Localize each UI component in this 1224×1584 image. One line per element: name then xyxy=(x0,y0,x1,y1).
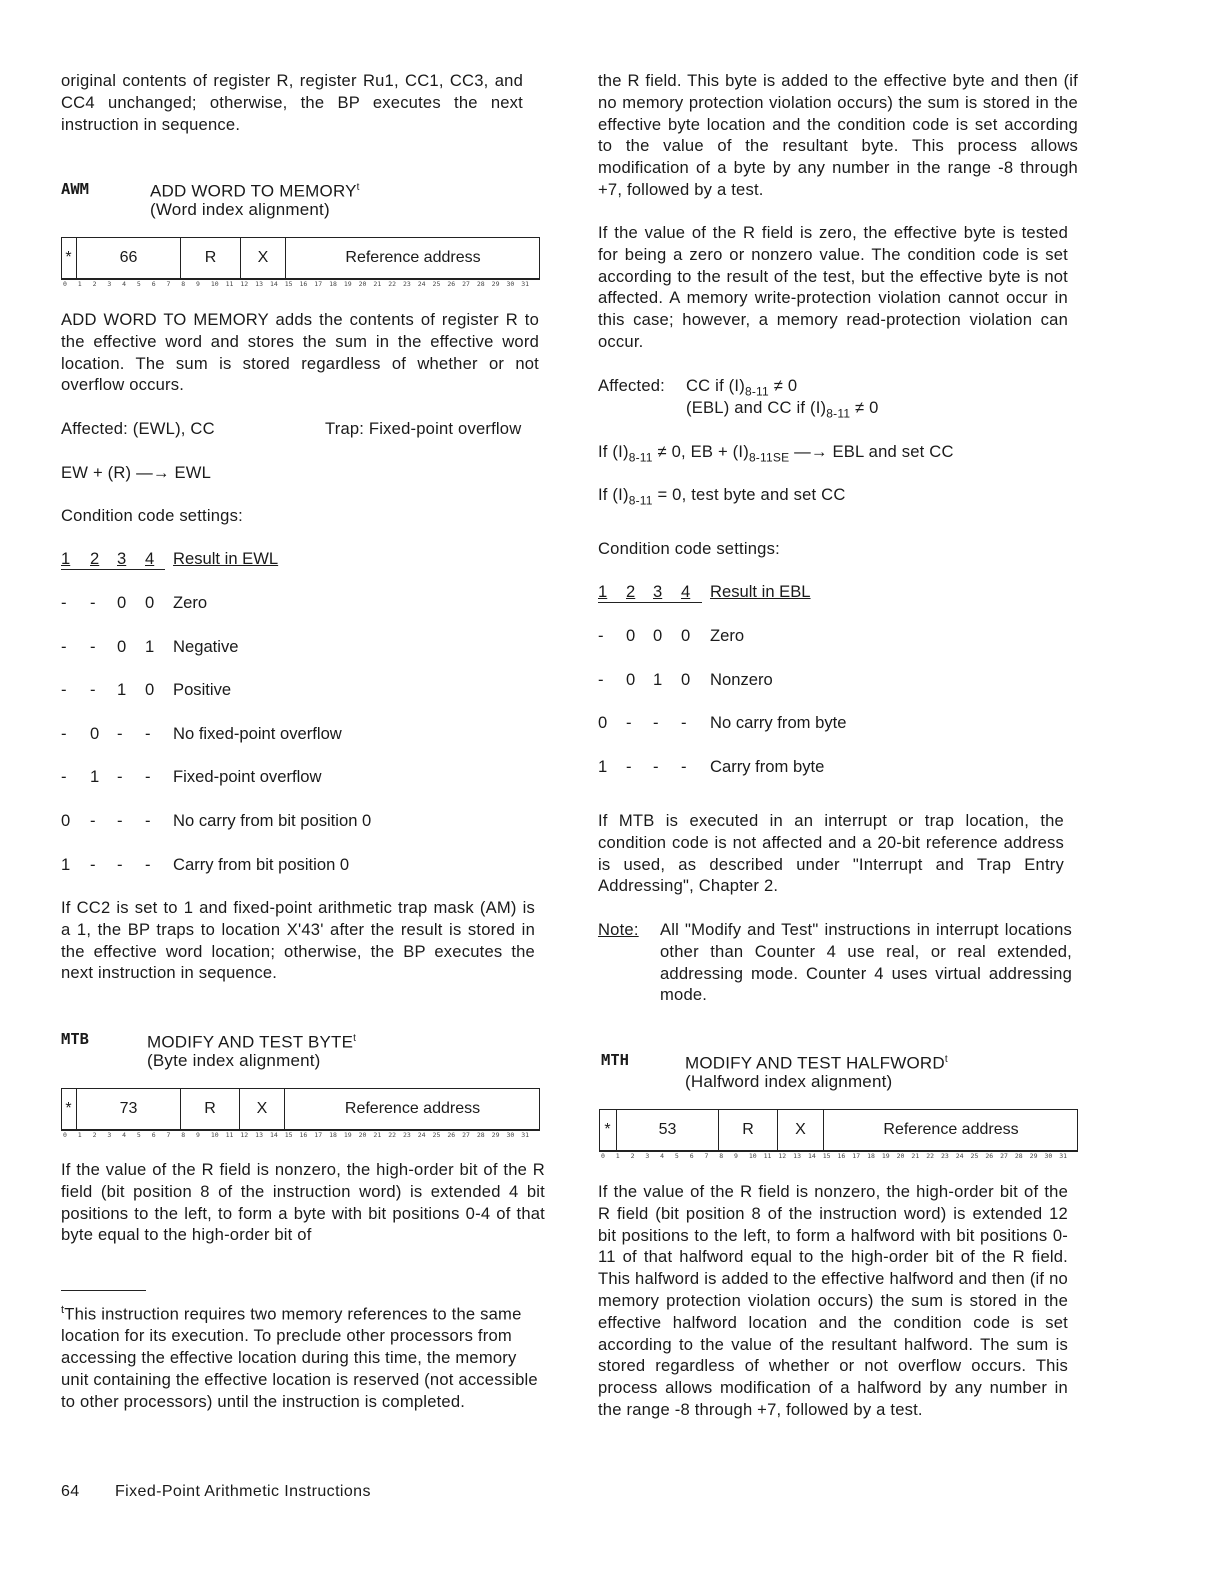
cc-bit: - xyxy=(61,767,67,787)
section-title: Fixed-Point Arithmetic Instructions xyxy=(115,1483,371,1500)
cc-header-bit: 2 xyxy=(90,549,100,568)
bit-position-label: 21 xyxy=(911,1152,920,1160)
cc-result: Positive xyxy=(173,680,232,700)
awm-bit-ticks xyxy=(61,279,540,288)
bit-position-label: 6 xyxy=(151,280,156,288)
footnote-text: This instruction requires two memory references to the same location for its execution. To preclude other processors from accessing the effective location during this time, the memory unit containing the effective location is reserved (not accessible to other processors) until the instruction is completed. xyxy=(61,1304,538,1411)
bit-position-label: 14 xyxy=(269,1131,278,1139)
bit-position-label: 28 xyxy=(476,1131,485,1139)
mtb-description: If the value of the R field is nonzero, the high-order bit of the R field (bit position 8 of the instruction word) is extended 4 bit positions to the left, to form a byte with bit positions 0-4 of that byte equal to the high-order bit of xyxy=(61,1160,545,1245)
cc-row xyxy=(598,713,1078,735)
bit-position-label: 15 xyxy=(284,280,293,288)
bit-position-label: 23 xyxy=(402,280,411,288)
mtb-rule-nonzero xyxy=(598,441,954,469)
cc-bit: - xyxy=(117,811,123,830)
cc-bit: - xyxy=(90,680,96,700)
if2-b: = 0, test byte and set CC xyxy=(657,485,846,504)
bit-position-label: 11 xyxy=(225,280,234,288)
bit-position-label: 24 xyxy=(417,1131,426,1139)
bit-position-label: 6 xyxy=(151,1131,156,1139)
bit-position-label: 18 xyxy=(329,280,337,288)
mth-subtitle: (Halfword index alignment) xyxy=(685,1072,893,1091)
cc-bit: 1 xyxy=(61,854,71,874)
cc-bit: 1 xyxy=(598,756,608,776)
cc-bit: 0 xyxy=(681,669,691,689)
cc-bit: 1 xyxy=(145,636,155,656)
awm-dagger: t xyxy=(356,182,360,193)
mtb-cc-heading: Condition code settings: xyxy=(598,539,780,558)
awm-mnemonic: AWM xyxy=(61,180,89,198)
cc-bit: 0 xyxy=(90,723,100,743)
cc-bit: 1 xyxy=(117,680,127,700)
cc-bit: - xyxy=(61,593,67,612)
bit-position-label: 3 xyxy=(645,1152,650,1160)
awm-intro-text: original contents of register R, register Ru1, CC1, CC3, and CC4 unchanged; otherwise, the BP executes the next instruction in sequence. xyxy=(61,71,523,134)
bit-position-label: 19 xyxy=(343,280,352,288)
mtb-opcode-field: 73 xyxy=(77,1088,181,1130)
cc-bit: - xyxy=(681,756,687,776)
cc-result: No fixed-point overflow xyxy=(173,723,342,743)
cc-bit: - xyxy=(145,854,151,874)
cc-bit: - xyxy=(90,854,96,874)
if1-sub2: 8-11SE xyxy=(748,450,790,465)
cc-bit: 0 xyxy=(117,636,127,656)
cc-row xyxy=(61,593,541,615)
bit-position-label: 0 xyxy=(601,1152,605,1160)
bit-position-label: 4 xyxy=(660,1152,665,1160)
bit-position-label: 7 xyxy=(704,1152,709,1160)
bit-position-label: 10 xyxy=(210,1131,219,1139)
footnote xyxy=(61,1300,545,1413)
mth-mnemonic: MTH xyxy=(601,1051,629,1069)
bit-position-label: 8 xyxy=(719,1152,724,1160)
bit-position-label: 11 xyxy=(763,1152,772,1160)
mtb-x-field: X xyxy=(240,1088,285,1130)
cc-result: Carry from byte xyxy=(710,756,825,776)
mtb-mnemonic: MTB xyxy=(61,1030,89,1048)
cc-bit: - xyxy=(653,756,659,776)
mth-opcode-field: 53 xyxy=(617,1109,719,1151)
cc-row xyxy=(61,855,541,877)
cc-result: Negative xyxy=(173,636,239,656)
mth-r-field: R xyxy=(719,1109,778,1151)
note-label: Note: xyxy=(598,920,639,939)
cc-header-row xyxy=(598,582,1078,604)
affected1-sub: 8-11 xyxy=(744,384,769,399)
cc-result: Fixed-point overflow xyxy=(173,767,322,787)
bit-position-label: 0 xyxy=(63,280,67,288)
bit-position-label: 13 xyxy=(255,1131,263,1139)
bit-position-label: 4 xyxy=(122,280,127,288)
bit-position-label: 7 xyxy=(166,280,171,288)
cc-header-row xyxy=(61,549,541,571)
note-text: All "Modify and Test" instructions in interrupt locations other than Counter 4 use real, or real extended, addressing mode. Counter 4 uses virtual addressing mode. xyxy=(660,920,1072,1005)
mtb-indirect-bit: * xyxy=(61,1088,77,1130)
mtb-rule-zero xyxy=(598,484,846,512)
bit-position-label: 22 xyxy=(388,280,397,288)
affected2-text: (EBL) and CC if (I) xyxy=(686,398,827,417)
awm-indirect-bit: * xyxy=(61,237,77,279)
bit-position-label: 20 xyxy=(358,1131,367,1139)
cc-result: No carry from byte xyxy=(710,713,847,733)
page-number: 64 xyxy=(61,1483,80,1500)
bit-position-label: 10 xyxy=(748,1152,757,1160)
mtb-dagger: t xyxy=(353,1033,357,1044)
awm-x-field: X xyxy=(241,237,286,279)
cc-row xyxy=(61,767,541,789)
bit-position-label: 20 xyxy=(896,1152,905,1160)
affected2-end: ≠ 0 xyxy=(855,398,879,417)
bit-position-label: 10 xyxy=(210,280,219,288)
bit-position-label: 20 xyxy=(358,280,367,288)
mtb-affected-line2 xyxy=(686,397,879,425)
cc-result: Nonzero xyxy=(710,669,773,689)
cc-bit: - xyxy=(117,854,123,874)
bit-position-label: 29 xyxy=(1029,1152,1038,1160)
cc-row xyxy=(598,757,1078,779)
if1-c: —→ EBL and set CC xyxy=(794,442,954,461)
bit-position-label: 24 xyxy=(417,280,426,288)
bit-position-label: 24 xyxy=(955,1152,964,1160)
bit-position-label: 22 xyxy=(388,1131,397,1139)
cc-header-bit: 1 xyxy=(61,549,71,568)
bit-position-label: 16 xyxy=(299,280,308,288)
bit-position-label: 0 xyxy=(63,1131,67,1139)
cc-header-bit: 4 xyxy=(681,582,691,601)
mtb-title-text: MODIFY AND TEST BYTE xyxy=(147,1032,354,1052)
mth-bit-ticks xyxy=(599,1151,1078,1160)
bit-position-label: 21 xyxy=(373,1131,382,1139)
bit-position-label: 15 xyxy=(822,1152,831,1160)
bit-position-label: 31 xyxy=(1059,1152,1068,1160)
bit-position-label: 18 xyxy=(329,1131,337,1139)
footnote-rule xyxy=(61,1290,146,1291)
bit-position-label: 7 xyxy=(166,1131,171,1139)
bit-position-label: 12 xyxy=(240,280,249,288)
bit-position-label: 23 xyxy=(940,1152,949,1160)
cc-row xyxy=(61,680,541,702)
cc-header-bit: 1 xyxy=(598,582,608,601)
cc-row xyxy=(598,670,1078,692)
bit-position-label: 27 xyxy=(1000,1152,1008,1160)
bit-position-label: 8 xyxy=(181,1131,186,1139)
awm-subtitle: (Word index alignment) xyxy=(150,200,330,219)
cc-bit: 0 xyxy=(626,626,636,645)
bit-position-label: 21 xyxy=(373,280,382,288)
bit-position-label: 12 xyxy=(240,1131,249,1139)
bit-position-label: 17 xyxy=(852,1152,861,1160)
bit-position-label: 28 xyxy=(476,280,485,288)
cc-bit: - xyxy=(117,767,123,787)
if2-a: If (I) xyxy=(598,485,629,504)
cc-bit: 0 xyxy=(681,626,691,645)
cc-result: Carry from bit position 0 xyxy=(173,854,350,874)
mtb-subtitle: (Byte index alignment) xyxy=(147,1051,321,1070)
awm-trap: Trap: Fixed-point overflow xyxy=(325,419,522,438)
bit-position-label: 19 xyxy=(881,1152,890,1160)
mtb-interrupt-text: If MTB is executed in an interrupt or trap location, the condition code is not affected and a 20-bit reference address is used, as described under "Interrupt and Trap Entry Addressing", Chapter 2. xyxy=(598,811,1064,896)
bit-position-label: 9 xyxy=(196,1131,200,1139)
awm-instruction-format xyxy=(61,237,540,288)
awm-title-text: ADD WORD TO MEMORY xyxy=(150,181,357,201)
bit-position-label: 25 xyxy=(432,280,441,288)
bit-position-label: 25 xyxy=(970,1152,979,1160)
cc-bit: 1 xyxy=(90,767,100,787)
bit-position-label: 27 xyxy=(462,280,470,288)
bit-position-label: 31 xyxy=(521,280,530,288)
bit-position-label: 30 xyxy=(506,280,515,288)
affected1-text: CC if (I) xyxy=(686,376,745,395)
bit-position-label: 8 xyxy=(181,280,186,288)
mth-description: If the value of the R field is nonzero, the high-order bit of the R field (bit position 8 of the instruction word) is extended 12 bit positions to the left, to form a halfword with bit positions 0-11 of that halfword equal to the high-order bit of the R field. This halfword is added to the effective halfword and then (if no memory protection violation occurs) the sum is stored in the effective halfword location and the condition code is set according to the value of the resultant halfword. The sum is stored regardless of whether or not overflow occurs. This process allows modification of a halfword by any number in the range -8 through +7, followed by a test. xyxy=(598,1182,1068,1419)
cc-header-underline xyxy=(61,569,165,570)
bit-position-label: 19 xyxy=(343,1131,352,1139)
mth-indirect-bit: * xyxy=(599,1109,617,1151)
mth-reference-field: Reference address xyxy=(883,1121,1019,1138)
bit-position-label: 25 xyxy=(432,1131,441,1139)
cc-bit: - xyxy=(61,636,67,656)
cc-result: No carry from bit position 0 xyxy=(173,811,372,830)
bit-position-label: 14 xyxy=(269,280,278,288)
awm-description: ADD WORD TO MEMORY adds the contents of register R to the effective word and stores the sum in the effective word location. The sum is stored regardless of whether or not overflow occurs. xyxy=(61,310,539,395)
awm-formula: EW + (R) —→ EWL xyxy=(61,463,212,482)
cc-bit: - xyxy=(598,626,604,645)
bit-position-label: 9 xyxy=(734,1152,738,1160)
bit-position-label: 5 xyxy=(136,280,141,288)
if1-b: ≠ 0, EB + (I) xyxy=(657,442,749,461)
bit-position-label: 27 xyxy=(462,1131,470,1139)
cc-bit: 0 xyxy=(145,680,155,700)
cc-bit: - xyxy=(61,680,67,700)
bit-position-label: 5 xyxy=(136,1131,141,1139)
bit-position-label: 5 xyxy=(674,1152,679,1160)
affected1-end: ≠ 0 xyxy=(773,376,798,395)
mth-title-text: MODIFY AND TEST HALFWORD xyxy=(685,1053,945,1073)
cc-bit: - xyxy=(61,723,67,743)
bit-position-label: 22 xyxy=(926,1152,935,1160)
bit-position-label: 17 xyxy=(314,1131,323,1139)
bit-position-label: 15 xyxy=(284,1131,293,1139)
awm-trap-note: If CC2 is set to 1 and fixed-point arithmetic trap mask (AM) is a 1, the BP traps to location X'43' after the result is stored in the effective word location; otherwise, the BP executes the next instruction in sequence. xyxy=(61,898,535,983)
bit-position-label: 12 xyxy=(778,1152,787,1160)
cc-header-bit: 3 xyxy=(117,549,127,568)
cc-header-bit: 2 xyxy=(626,582,636,601)
bit-position-label: 13 xyxy=(793,1152,801,1160)
bit-position-label: 17 xyxy=(314,280,323,288)
bit-position-label: 14 xyxy=(807,1152,816,1160)
cc-bit: - xyxy=(145,811,151,830)
cc-header-result: Result in EBL xyxy=(710,582,811,601)
cc-bit: - xyxy=(90,811,96,830)
cc-bit: 0 xyxy=(626,669,636,689)
bit-position-label: 16 xyxy=(299,1131,308,1139)
awm-r-field: R xyxy=(181,237,241,279)
cc-row xyxy=(61,811,541,833)
awm-opcode-field: 66 xyxy=(77,237,181,279)
cc-row xyxy=(598,626,1078,648)
bit-position-label: 3 xyxy=(107,280,112,288)
cc-bit: 0 xyxy=(145,593,155,612)
bit-position-label: 3 xyxy=(107,1131,112,1139)
cc-bit: - xyxy=(117,723,123,743)
cc-header-bit: 3 xyxy=(653,582,663,601)
mth-dagger: t xyxy=(944,1054,948,1065)
awm-cc-heading: Condition code settings: xyxy=(61,506,243,525)
cc-bit: 0 xyxy=(598,713,608,733)
bit-position-label: 30 xyxy=(506,1131,515,1139)
bit-position-label: 23 xyxy=(402,1131,411,1139)
bit-position-label: 1 xyxy=(615,1152,620,1160)
awm-reference-field: Reference address xyxy=(345,249,481,266)
cc-bit: - xyxy=(598,669,604,689)
mtb-bit-ticks xyxy=(61,1130,540,1139)
cc-bit: - xyxy=(90,636,96,656)
bit-position-label: 31 xyxy=(521,1131,530,1139)
bit-position-label: 26 xyxy=(985,1152,994,1160)
cc-result: Zero xyxy=(173,593,208,612)
bit-position-label: 4 xyxy=(122,1131,127,1139)
cc-row xyxy=(61,724,541,746)
cc-bit: - xyxy=(653,713,659,733)
mtb-reference-field: Reference address xyxy=(344,1100,481,1117)
bit-position-label: 16 xyxy=(837,1152,846,1160)
cc-row xyxy=(61,637,541,659)
bit-position-label: 2 xyxy=(92,280,97,288)
bit-position-label: 2 xyxy=(92,1131,97,1139)
cc-header-result: Result in EWL xyxy=(173,549,279,568)
cc-bit: 1 xyxy=(653,669,663,689)
mtb-r-field: R xyxy=(181,1088,240,1130)
bit-position-label: 6 xyxy=(689,1152,694,1160)
cc-header-underline xyxy=(598,602,702,603)
cc-bit: 0 xyxy=(61,811,71,830)
if2-sub: 8-11 xyxy=(628,493,653,508)
footnote-mark: t xyxy=(61,1304,65,1316)
mtb-zero-text: If the value of the R field is zero, the effective byte is tested for being a zero or nonzero value. The condition code is set according to the result of the test, but the effective byte is not affected. A memory write-protection violation cannot occur in this case; however, a memory read-protection violation can occur. xyxy=(598,223,1068,351)
bit-position-label: 29 xyxy=(491,1131,500,1139)
cc-bit: - xyxy=(145,723,151,743)
mtb-affected-label: Affected: xyxy=(598,376,665,395)
cc-bit: 0 xyxy=(653,626,663,645)
cc-bit: - xyxy=(626,713,632,733)
cc-bit: - xyxy=(90,593,96,612)
bit-position-label: 9 xyxy=(196,280,200,288)
bit-position-label: 1 xyxy=(77,280,82,288)
bit-position-label: 30 xyxy=(1044,1152,1053,1160)
bit-position-label: 26 xyxy=(447,1131,456,1139)
if1-a: If (I) xyxy=(598,442,629,461)
bit-position-label: 1 xyxy=(77,1131,82,1139)
affected2-sub: 8-11 xyxy=(826,406,851,421)
mtb-instruction-format xyxy=(61,1088,540,1139)
bit-position-label: 29 xyxy=(491,280,500,288)
awm-affected: Affected: (EWL), CC xyxy=(61,419,215,438)
cc-result: Zero xyxy=(710,626,745,645)
mtb-continued-text: the R field. This byte is added to the effective byte and then (if no memory protection violation occurs) the sum is stored in the effective byte location and the condition code is set according to the value of the resultant byte. This process allows modification of a byte by any number in the range -8 through +7, followed by a test. xyxy=(598,71,1078,199)
bit-position-label: 18 xyxy=(867,1152,875,1160)
if1-sub: 8-11 xyxy=(628,450,653,465)
bit-position-label: 28 xyxy=(1014,1152,1023,1160)
cc-bit: - xyxy=(145,767,151,787)
bit-position-label: 13 xyxy=(255,280,263,288)
bit-position-label: 11 xyxy=(225,1131,234,1139)
cc-bit: - xyxy=(681,713,687,733)
bit-position-label: 26 xyxy=(447,280,456,288)
cc-bit: 0 xyxy=(117,593,127,612)
bit-position-label: 2 xyxy=(630,1152,635,1160)
mth-x-field: X xyxy=(778,1109,824,1151)
mth-instruction-format xyxy=(599,1109,1078,1160)
cc-header-bit: 4 xyxy=(145,549,155,568)
cc-bit: - xyxy=(626,756,632,776)
